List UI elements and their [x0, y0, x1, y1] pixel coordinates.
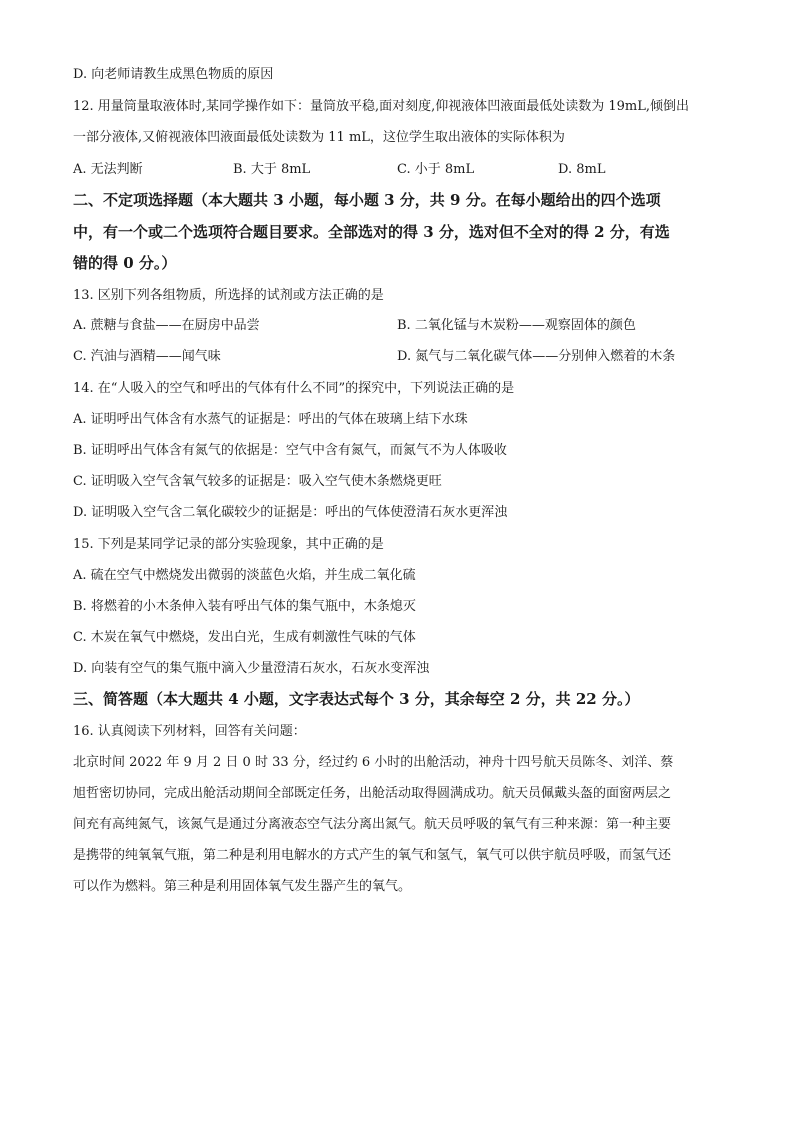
- q16-passage-line-1: 北京时间 2022 年 9 月 2 日 0 时 33 分，经过约 6 小时的出舱活动，神舟十四号航天员陈冬、刘洋、蔡: [73, 755, 674, 770]
- q12-option-b: B. 大于 8mL: [233, 162, 311, 177]
- q15-stem: 15. 下列是某同学记录的部分实验现象，其中正确的是: [73, 537, 384, 552]
- q12-option-a: A. 无法判断: [73, 162, 143, 177]
- section-2-heading-line-2: 中，有一个或二个选项符合题目要求。全部选对的得 3 分，选对但不全对的得 2 分，有选: [73, 223, 670, 241]
- q12-option-d: D. 8mL: [558, 162, 606, 177]
- q12-option-c: C. 小于 8mL: [397, 162, 475, 177]
- section-2-heading-line-1: 二、不定项选择题（本大题共 3 小题，每小题 3 分，共 9 分。在每小题给出的四个选项: [73, 191, 661, 209]
- q11-option-d: D. 向老师请教生成黑色物质的原因: [73, 67, 274, 82]
- q13-stem: 13. 区别下列各组物质，所选择的试剂或方法正确的是: [73, 288, 384, 303]
- q15-option-a: A. 硫在空气中燃烧发出微弱的淡蓝色火焰，并生成二氧化硫: [73, 568, 416, 583]
- q12-stem-line-2: 一部分液体,又俯视液体凹液面最低处读数为 11 mL，这位学生取出液体的实际体积为: [73, 130, 565, 145]
- q13-option-d: D. 氮气与二氧化碳气体——分别伸入燃着的木条: [397, 349, 676, 364]
- q14-option-b: B. 证明呼出气体含有氮气的依据是：空气中含有氮气，而氮气不为人体吸收: [73, 443, 507, 458]
- q14-option-a: A. 证明呼出气体含有水蒸气的证据是：呼出的气体在玻璃上结下水珠: [73, 412, 468, 427]
- q16-stem: 16. 认真阅读下列材料，回答有关问题：: [73, 724, 306, 739]
- q15-option-b: B. 将燃着的小木条伸入装有呼出气体的集气瓶中，木条熄灭: [73, 599, 416, 614]
- q13-option-a: A. 蔗糖与食盐——在厨房中品尝: [73, 318, 260, 333]
- q14-option-d: D. 证明吸入空气含二氧化碳较少的证据是：呼出的气体使澄清石灰水更浑浊: [73, 505, 508, 520]
- q16-passage-line-2: 旭哲密切协同，完成出舱活动期间全部既定任务，出舱活动取得圆满成功。航天员佩戴头盔的面窗两层之: [73, 786, 672, 801]
- section-3-heading: 三、简答题（本大题共 4 小题，文字表达式每个 3 分，其余每空 2 分，共 22 分。）: [73, 690, 640, 708]
- q12-stem-line-1: 12. 用量筒量取液体时,某同学操作如下：量筒放平稳,面对刻度,仰视液体凹液面最低处读数为 19mL,倾倒出: [73, 99, 689, 114]
- section-2-heading-line-3: 错的得 0 分。）: [73, 254, 177, 272]
- q13-option-b: B. 二氧化锰与木炭粉——观察固体的颜色: [397, 318, 636, 333]
- q13-option-c: C. 汽油与酒精——闻气味: [73, 349, 221, 364]
- q15-option-d: D. 向装有空气的集气瓶中滴入少量澄清石灰水，石灰水变浑浊: [73, 661, 430, 676]
- q14-stem: 14. 在“人吸入的空气和呼出的气体有什么不同”的探究中，下列说法正确的是: [73, 381, 515, 396]
- q16-passage-line-4: 是携带的纯氧氧气瓶，第二种是利用电解水的方式产生的氧气和氢气，氧气可以供宇航员呼吸，而氢气还: [73, 848, 672, 863]
- q16-passage-line-5: 可以作为燃料。第三种是利用固体氧气发生器产生的氧气。: [73, 879, 412, 894]
- q14-option-c: C. 证明吸入空气含氧气较多的证据是：吸入空气使木条燃烧更旺: [73, 474, 442, 489]
- q15-option-c: C. 木炭在氧气中燃烧，发出白光，生成有刺激性气味的气体: [73, 630, 416, 645]
- q16-passage-line-3: 间充有高纯氮气，该氮气是通过分离液态空气法分离出氮气。航天员呼吸的氧气有三种来源：第一种主要: [73, 817, 672, 832]
